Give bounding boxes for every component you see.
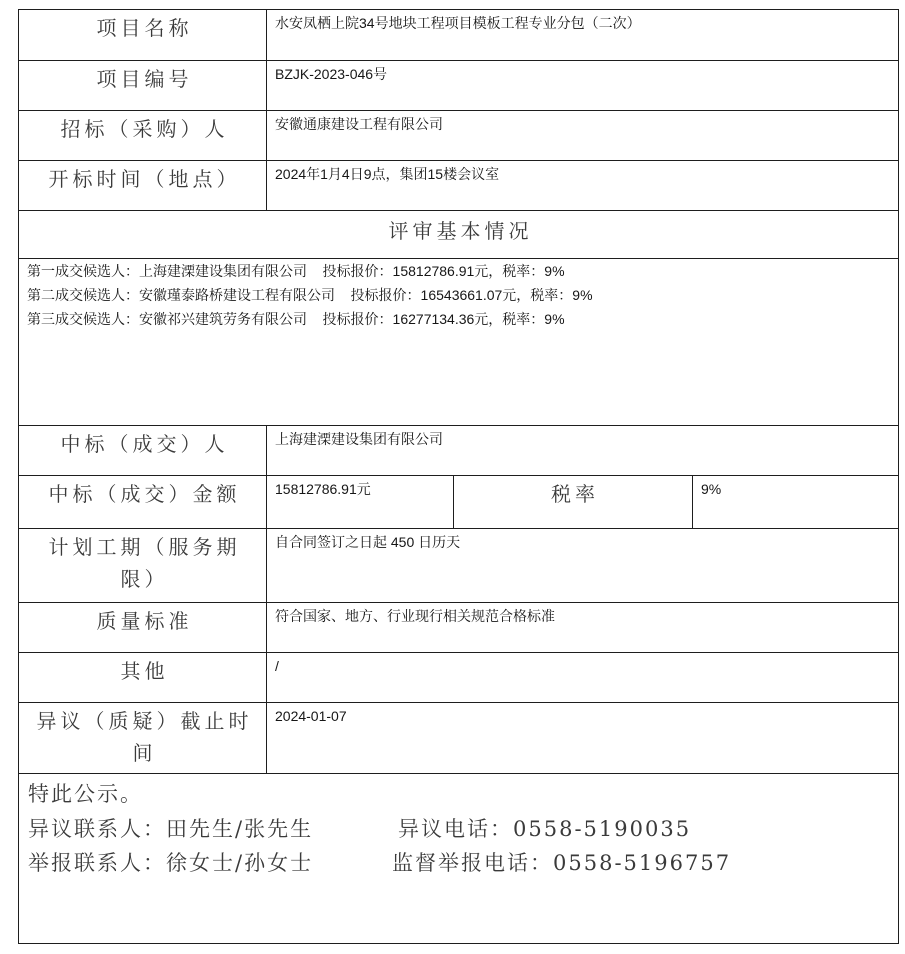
notice-statement: 特此公示。 bbox=[28, 782, 143, 806]
announcement-sheet bbox=[18, 9, 899, 944]
objection-deadline-label: 异议（质疑）截止时间 bbox=[19, 703, 267, 774]
row-notice bbox=[19, 774, 899, 944]
candidate-second: 第二成交候选人：安徽瑾泰路桥建设工程有限公司 投标报价：16543661.07元，税率：9% bbox=[27, 287, 593, 303]
candidate-list bbox=[19, 259, 899, 426]
quality-value: 符合国家、地方、行业现行相关规范合格标准 bbox=[267, 603, 899, 653]
other-label: 其他 bbox=[19, 653, 267, 703]
project-name-value: 水安凤栖上院34号地块工程项目模板工程专业分包（二次） bbox=[267, 10, 899, 61]
notice-block bbox=[19, 774, 899, 944]
tenderer-value: 安徽通康建设工程有限公司 bbox=[267, 111, 899, 161]
project-name-label: 项目名称 bbox=[19, 10, 267, 61]
row-review-heading bbox=[19, 211, 899, 259]
row-schedule bbox=[19, 529, 899, 603]
candidate-third: 第三成交候选人：安徽祁兴建筑劳务有限公司 投标报价：16277134.36元，税率：9% bbox=[27, 311, 565, 327]
row-project-name bbox=[19, 10, 899, 61]
award-amount-value: 15812786.91元 bbox=[267, 476, 454, 529]
award-amount-label: 中标（成交）金额 bbox=[19, 476, 267, 529]
row-quality bbox=[19, 603, 899, 653]
quality-label: 质量标准 bbox=[19, 603, 267, 653]
candidate-first: 第一成交候选人：上海建溧建设集团有限公司 投标报价：15812786.91元，税率：9% bbox=[27, 263, 565, 279]
report-contact: 举报联系人：徐女士/孙女士 bbox=[28, 851, 314, 875]
row-award-amount bbox=[19, 476, 899, 529]
winner-value: 上海建溧建设集团有限公司 bbox=[267, 426, 899, 476]
row-opening-time bbox=[19, 161, 899, 211]
objection-contact-line bbox=[28, 812, 890, 847]
tax-rate-label: 税率 bbox=[454, 476, 693, 529]
project-number-label: 项目编号 bbox=[19, 61, 267, 111]
row-project-number bbox=[19, 61, 899, 111]
objection-phone: 异议电话：0558-5190035 bbox=[398, 816, 692, 841]
opening-time-value: 2024年1月4日9点，集团15楼会议室 bbox=[267, 161, 899, 211]
schedule-value: 自合同签订之日起 450 日历天 bbox=[267, 529, 899, 603]
row-candidates bbox=[19, 259, 899, 426]
winner-label: 中标（成交）人 bbox=[19, 426, 267, 476]
objection-deadline-value: 2024-01-07 bbox=[267, 703, 899, 774]
project-number-value: BZJK-2023-046号 bbox=[267, 61, 899, 111]
tax-rate-value: 9% bbox=[693, 476, 899, 529]
report-contact-line bbox=[28, 846, 890, 881]
report-phone: 监督举报电话：0558-5196757 bbox=[392, 851, 732, 875]
row-other bbox=[19, 653, 899, 703]
tenderer-label: 招标（采购）人 bbox=[19, 111, 267, 161]
objection-contact: 异议联系人：田先生/张先生 bbox=[28, 816, 314, 841]
row-objection-deadline bbox=[19, 703, 899, 774]
schedule-label: 计划工期（服务期限） bbox=[19, 529, 267, 603]
row-tenderer bbox=[19, 111, 899, 161]
row-winner bbox=[19, 426, 899, 476]
announcement-table bbox=[18, 9, 899, 944]
other-value: / bbox=[267, 653, 899, 703]
opening-time-label: 开标时间（地点） bbox=[19, 161, 267, 211]
review-heading: 评审基本情况 bbox=[19, 211, 899, 259]
